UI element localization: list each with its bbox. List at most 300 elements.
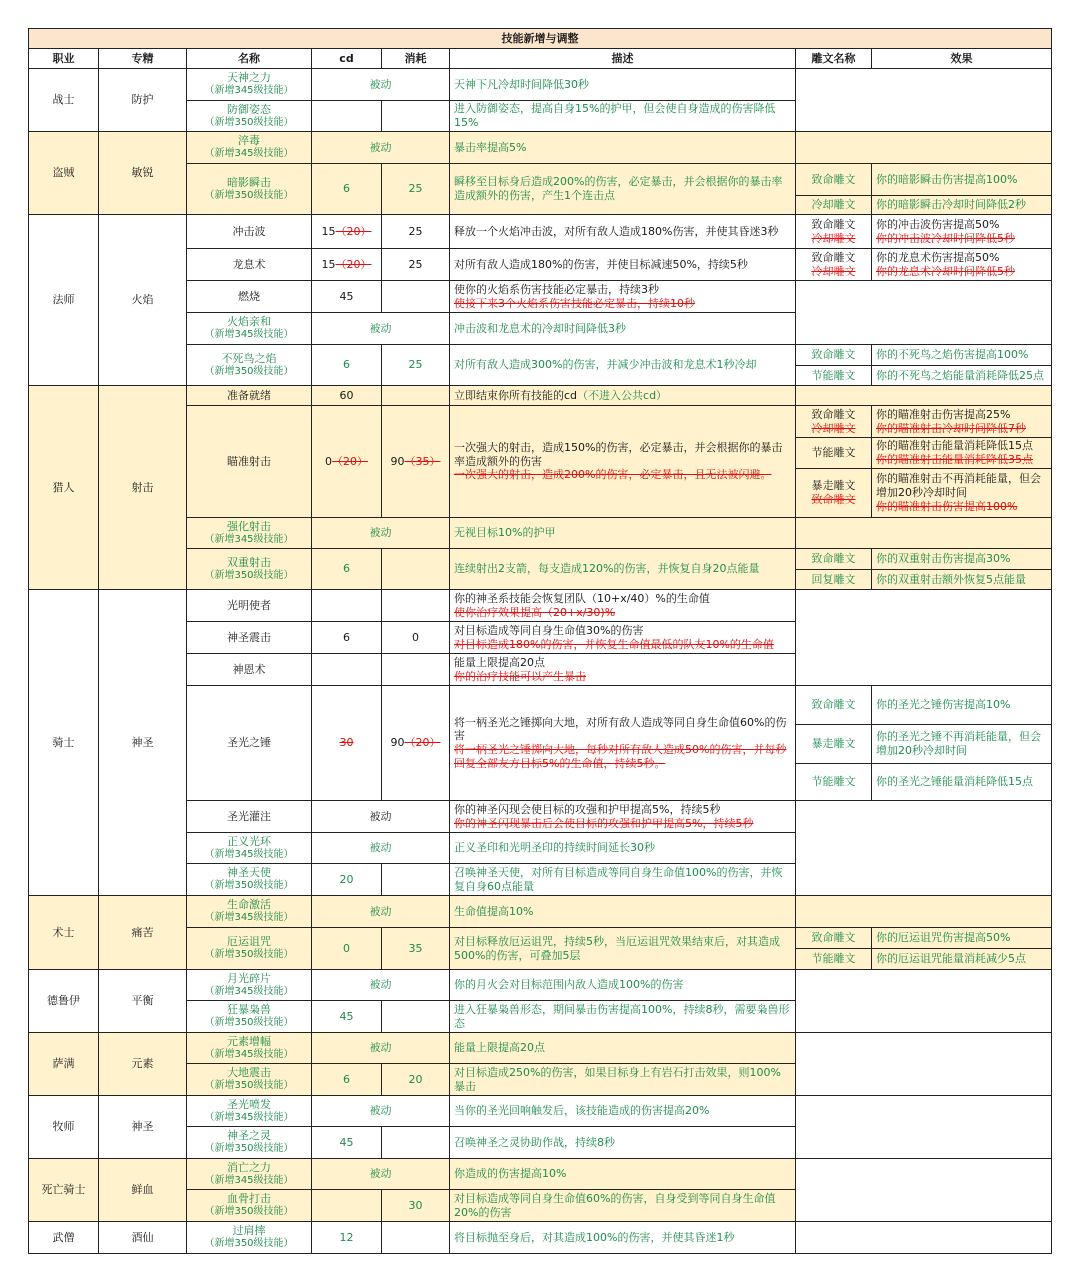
class-name: 战士 [52,93,75,107]
header-class [28,48,99,69]
cost-cell [381,1000,450,1033]
cost-value: 20 [408,1072,423,1086]
spec-cell [98,1158,187,1222]
skill-tag: （新增345级技能） [204,1111,294,1123]
header-name [186,48,312,69]
skill-desc-old: 将一柄圣光之锤掷向大地，每秒对所有敌人造成50%的伤害，并每秒回复全部友方目标5%的生命值，持续5秒。 [454,743,787,770]
cost-value: 25 [408,224,423,238]
desc-cell [449,863,796,896]
cost-value: 90 [390,454,405,468]
desc-stack [454,441,791,482]
skill-name-cell [186,832,312,864]
passive-label: 被动 [369,1104,392,1118]
passive-label: 被动 [369,841,392,855]
passive-cell [311,1032,450,1064]
skill-desc-old: 你的神圣闪现暴击后会使目标的攻强和护甲提高5%，持续5秒 [454,816,754,830]
cd-cell [311,1126,382,1159]
glyph-stack [812,251,856,279]
cd-value: 0 [325,454,332,468]
cost-value: 25 [408,182,423,196]
class-name: 牧师 [52,1120,75,1134]
glyph-stack [812,479,856,507]
skill-name: 厄运诅咒 [227,935,271,949]
effect-stack [876,408,1026,436]
glyph-effect: 你的冲击波伤害提高50% [876,217,1000,231]
spec-name: 射击 [131,480,154,494]
class-name: 法师 [52,293,75,307]
skill-name: 准备就绪 [227,388,271,402]
spec-cell [98,385,187,590]
glyph-effect: 你的暗影瞬击伤害提高100% [876,172,1018,186]
cd-value: 6 [343,1072,350,1086]
skill-name: 冲击波 [232,224,266,238]
glyph-empty [795,280,1052,345]
skill-name-stack [204,1098,293,1124]
skill-name-cell [186,1126,312,1159]
effect-stack [876,439,1033,467]
glyph-cell [795,437,872,469]
cost-value: 90 [390,736,405,750]
glyph-old: 冷却雕文 [811,421,856,435]
desc-cell [449,131,796,164]
cost-cell [381,248,450,281]
glyph-cell [795,195,872,215]
spec-name: 神圣 [131,735,154,749]
cd-value: 45 [339,1009,354,1023]
spec-cell [98,1032,187,1096]
skill-name-stack [204,972,293,998]
spec-cell [98,1095,187,1159]
effect-stack [876,218,1015,246]
skill-desc: 你的神圣系技能会恢复团队（10+x/40）%的生命值 [454,591,710,605]
cd-cell [311,405,382,518]
desc-cell [449,589,796,622]
glyph-name: 回复雕文 [811,572,856,586]
cost-cell [381,214,450,249]
skill-tag: （新增350级技能） [204,949,294,961]
spec-cell [98,1221,187,1254]
skill-tag: （新增350级技能） [204,1080,294,1092]
spec-name: 火焰 [131,293,154,307]
effect-cell [871,685,1052,725]
cd-old: （20） [335,224,372,238]
skill-desc: 生命值提高10% [454,904,534,918]
cd-cell [311,621,382,654]
glyph-effect: 你的圣光之锤不再消耗能量，但会增加20秒冷却时间 [876,730,1041,757]
class-name: 术士 [52,925,75,939]
class-cell [28,1095,99,1159]
desc-cell [449,248,796,281]
skill-desc: 进入狂暴枭兽形态，期间暴击伤害提高100%，持续8秒，需要枭兽形态 [454,1002,790,1030]
skill-desc-old: 使你治疗效果提高（20+x/30)% [454,605,616,619]
cd-cell [311,163,382,215]
skill-name-stack [204,71,293,97]
desc-cell [449,1063,796,1096]
spec-name: 平衡 [131,994,154,1008]
skill-name-stack [204,935,293,961]
header-label: 效果 [950,51,973,65]
cd-cell [311,248,382,281]
effect-cell [871,948,1052,970]
skill-name-stack [204,1035,293,1061]
glyph-effect-old: 你的瞄准射击冷却时间降低7秒 [876,421,1026,435]
cd-value: 45 [339,289,354,303]
desc-cell [449,280,796,313]
header-cost [381,48,450,69]
skill-desc: 使你的火焰系伤害技能必定暴击，持续3秒 [454,282,659,296]
glyph-old: 致命雕文 [811,493,856,506]
skill-desc-note: （不进入公共cd） [577,388,668,402]
skill-desc: 冲击波和龙息术的冷却时间降低3秒 [454,321,626,335]
skill-desc: 对目标造成250%的伤害，如果目标身上有岩石打击效果，则100%暴击 [454,1065,781,1093]
desc-cell [449,800,796,833]
desc-cell [449,100,796,132]
skill-desc-old: 对目标造成180%的伤害，并恢复生命值最低的队友10%的生命值 [454,637,774,651]
skill-name-cell [186,1095,312,1127]
skill-name: 双重射击 [227,555,271,569]
glyph-name: 节能雕文 [811,952,856,966]
glyph-cell [795,763,872,801]
desc-stack [454,592,710,620]
skill-name-cell [186,1158,312,1190]
class-cell [28,68,99,132]
skill-name: 龙息术 [232,257,266,271]
skill-name: 神圣震击 [227,630,271,644]
skill-name: 圣光灌注 [227,809,271,823]
cd-cell [311,548,382,590]
effect-stack [876,472,1047,513]
class-cell [28,214,99,386]
skill-name-cell [186,517,312,549]
skill-name-stack [204,1161,293,1187]
class-cell [28,131,99,215]
glyph-empty [795,800,1052,896]
glyph-cell [795,365,872,386]
desc-cell [449,1189,796,1222]
class-name: 盗贼 [52,166,75,180]
skill-desc-old: 一次强大的射击，造成200%的伤害，必定暴击，且无法被闪避。 [454,468,772,482]
cost-value: 30 [408,1198,423,1212]
skill-name: 天神之力 [227,71,271,85]
skill-tag: （新增350级技能） [204,1017,294,1029]
spec-name: 敏锐 [131,166,154,180]
glyph-effect: 你的双重射击额外恢复5点能量 [876,572,1026,586]
cd-cell [311,344,382,386]
glyph-stack [812,408,856,436]
skill-name-cell [186,1189,312,1222]
glyph-name: 致命雕文 [811,931,856,945]
cd-cell [311,653,382,686]
glyph-name: 节能雕文 [811,368,856,382]
skill-desc: 正义圣印和光明圣印的持续时间延长30秒 [454,841,655,855]
desc-cell [449,385,796,406]
skill-desc: 一次强大的射击，造成150%的伤害，必定暴击，并会根据你的暴击率造成额外的伤害 [454,440,783,468]
skill-name: 瞄准射击 [227,454,271,468]
desc-cell [449,927,796,970]
class-cell [28,895,99,970]
cd-value: 6 [343,182,350,196]
skill-tag: （新增350级技能） [204,189,294,201]
cd-value: 15 [321,257,336,271]
skill-desc: 将目标抛至身后，对其造成100%的伤害，并使其昏迷1秒 [454,1230,735,1244]
desc-cell [449,832,796,864]
skill-desc-old: 使接下来3个火焰系伤害技能必定暴击，持续10秒 [454,296,695,310]
effect-cell [871,569,1052,590]
class-name: 猎人 [52,480,75,494]
skill-name: 暗影瞬击 [227,175,271,189]
desc-cell [449,517,796,549]
skill-desc: 对所有敌人造成300%的伤害，并减少冲击波和龙息术1秒冷却 [454,358,757,372]
glyph-empty [795,1032,1052,1096]
skill-desc: 对目标造成等同自身生命值30%的伤害 [454,623,644,637]
effect-cell [871,405,1052,438]
skill-name-cell [186,685,312,801]
spec-name: 酒仙 [131,1230,154,1244]
spec-cell [98,68,187,132]
cost-value: 25 [408,358,423,372]
skill-name: 神恩术 [232,662,266,676]
skill-name: 大地震击 [227,1066,271,1080]
desc-cell [449,312,796,345]
skill-desc: 瞬移至目标身后造成200%的伤害，必定暴击，并会根据你的暴击率造成额外的伤害，产生1个连击点 [454,175,783,202]
spec-name: 元素 [131,1057,154,1071]
skill-name-cell [186,895,312,928]
skill-desc: 你的月火会对目标范围内敌人造成100%的伤害 [454,978,684,992]
glyph-name: 致命雕文 [811,552,856,566]
cost-cell [381,685,450,801]
desc-cell [449,163,796,215]
class-cell [28,1032,99,1096]
spec-cell [98,969,187,1033]
skill-name-cell [186,68,312,101]
skill-name-cell [186,800,312,833]
cd-cell [311,100,382,132]
glyph-empty [795,1158,1052,1222]
spec-cell [98,895,187,970]
passive-label: 被动 [369,978,392,992]
desc-cell [449,1095,796,1127]
desc-cell [449,1000,796,1033]
skill-desc: 暴击率提高5% [454,140,527,154]
passive-cell [311,517,450,549]
skill-name: 月光碎片 [227,971,271,985]
glyph-empty [795,385,1052,406]
cost-cell [381,163,450,215]
desc-cell [449,1221,796,1254]
skill-name: 火焰亲和 [227,315,271,329]
sheet-title [28,28,1052,49]
skill-name-stack [204,898,293,924]
glyph-cell [795,724,872,764]
spec-name: 神圣 [131,1120,154,1134]
skill-desc: 召唤神圣天使，对所有目标造成等同自身生命值100%的伤害，并恢复自身60点能量 [454,865,783,893]
passive-label: 被动 [369,1167,392,1181]
skill-name-cell [186,405,312,518]
glyph-name: 致命雕文 [811,172,856,186]
skill-desc: 将一柄圣光之锤掷向大地，对所有敌人造成等同自身生命值60%的伤害 [454,715,787,743]
cd-cell [311,214,382,249]
glyph-name: 致命雕文 [811,348,856,362]
cost-old: （20） [404,736,441,750]
glyph-empty [795,589,1052,686]
cost-cell [381,927,450,970]
header-label: 消耗 [404,51,427,65]
skill-name-cell [186,280,312,313]
class-name: 死亡骑士 [41,1183,86,1197]
skill-desc: 释放一个火焰冲击波，对所有敌人造成180%伤害，并使其昏迷3秒 [454,224,779,238]
glyph-effect: 你的瞄准射击不再消耗能量，但会增加20秒冷却时间 [876,472,1041,500]
cd-cell [311,1221,382,1254]
skill-desc: 当你的圣光回响触发后，该技能造成的伤害提高20% [454,1104,710,1118]
skill-desc-old: 你的治疗技能可以产生暴击 [454,669,586,683]
cd-value: 12 [339,1230,354,1244]
cd-old: （20） [332,454,368,468]
desc-cell [449,1158,796,1190]
spec-cell [98,131,187,215]
cd-value: 45 [339,1135,354,1149]
passive-cell [311,68,450,101]
passive-cell [311,312,450,345]
cost-cell [381,548,450,590]
passive-cell [311,1095,450,1127]
desc-stack [454,803,753,831]
desc-stack [454,656,586,684]
class-cell [28,969,99,1033]
glyph-name: 暴走雕文 [811,737,856,751]
cd-old: （20） [335,257,372,271]
passive-cell [311,800,450,833]
cost-cell [381,1063,450,1096]
header-cd [311,48,382,69]
glyph-empty [795,68,1052,132]
effect-cell [871,248,1052,281]
class-cell [28,385,99,590]
skill-tag: （新增345级技能） [204,848,294,860]
cd-cell [311,927,382,970]
skill-desc: 对所有敌人造成180%的伤害，并使目标减速50%，持续5秒 [454,257,748,271]
skill-name-stack [204,1129,293,1155]
glyph-cell [795,214,872,249]
skill-tag: （新增345级技能） [204,985,294,997]
glyph-name: 节能雕文 [811,775,856,789]
header-spec [98,48,187,69]
desc-cell [449,405,796,518]
skill-name-stack [204,176,293,202]
class-cell [28,589,99,896]
glyph-effect: 你的不死鸟之焰伤害提高100% [876,348,1029,362]
effect-cell [871,344,1052,366]
glyph-old: 冷却雕文 [811,231,856,245]
skill-name-cell [186,548,312,590]
passive-label: 被动 [369,809,392,823]
skill-name-stack [204,1224,293,1250]
class-name: 德鲁伊 [47,994,80,1008]
passive-label: 被动 [369,77,392,91]
skill-name-stack [204,1066,293,1092]
cost-cell [381,621,450,654]
effect-stack [876,251,1015,279]
skill-name-stack [204,556,293,582]
skill-name: 燃烧 [238,289,260,303]
passive-cell [311,131,450,164]
passive-label: 被动 [369,321,392,335]
skill-tag: （新增345级技能） [204,912,294,924]
skill-desc: 能量上限提高20点 [454,655,545,669]
skill-name: 血骨打击 [227,1192,271,1206]
skill-name-stack [204,866,293,892]
cd-value: 0 [343,941,350,955]
passive-label: 被动 [369,526,392,540]
skill-tag: （新增350级技能） [204,1206,294,1218]
desc-cell [449,685,796,801]
glyph-effect-old: 你的龙息术冷却时间降低5秒 [876,264,1015,278]
skill-name-cell [186,344,312,386]
skill-name-cell [186,969,312,1001]
glyph-name: 致命雕文 [811,407,856,421]
glyph-cell [795,927,872,949]
skill-desc: 连续射出2支箭，每支造成120%的伤害，并恢复自身20点能量 [454,562,760,576]
skill-name: 正义光环 [227,834,271,848]
glyph-empty [795,1095,1052,1159]
glyph-effect: 你的厄运诅咒伤害提高50% [876,931,1011,945]
cd-value: 60 [339,388,354,402]
cd-value: 20 [339,872,354,886]
glyph-empty [795,895,1052,928]
effect-cell [871,365,1052,386]
skill-desc: 对目标释放厄运诅咒，持续5秒，当厄运诅咒效果结束后，对其造成500%的伤害，可叠加5层 [454,934,780,962]
cost-cell [381,100,450,132]
glyph-effect: 你的瞄准射击伤害提高25% [876,407,1011,421]
passive-label: 被动 [369,140,392,154]
desc-cell [449,1126,796,1159]
glyph-name: 冷却雕文 [811,198,856,212]
glyph-stack [812,218,856,246]
glyph-empty [795,1221,1052,1254]
cd-cell [311,1063,382,1096]
effect-cell [871,763,1052,801]
skill-tag: （新增345级技能） [204,85,294,97]
skill-name-stack [204,315,293,341]
cd-value: 6 [343,358,350,372]
skill-desc: 能量上限提高20点 [454,1041,545,1055]
skill-desc: 无视目标10%的护甲 [454,526,556,540]
skill-name: 过肩摔 [232,1224,266,1238]
glyph-cell [795,248,872,281]
cd-value: 6 [343,630,350,644]
cost-cell [381,1189,450,1222]
cost-value: 0 [412,630,419,644]
skill-tag: （新增345级技能） [204,329,294,341]
skill-name-cell [186,100,312,132]
cd-cell [311,385,382,406]
skill-tag: （新增350级技能） [204,1238,294,1250]
skill-name-cell [186,653,312,686]
header-label: 专精 [131,51,154,65]
glyph-effect: 你的圣光之锤伤害提高10% [876,698,1011,712]
glyph-old: 冷却雕文 [811,264,856,278]
skill-name-cell [186,927,312,970]
skill-desc: 进入防御姿态，提高自身15%的护甲，但会使自身造成的伤害降低15% [454,102,776,129]
glyph-effect: 你的暗影瞬击冷却时间降低2秒 [876,198,1026,212]
desc-stack [454,624,774,652]
class-name: 萨满 [52,1057,75,1071]
glyph-empty [795,517,1052,549]
glyph-effect: 你的龙息术伤害提高50% [876,250,1000,264]
cd-old: 30 [339,736,354,750]
header-label: 职业 [52,51,75,65]
header-label: 名称 [238,51,260,65]
skill-name: 生命激活 [227,898,271,912]
